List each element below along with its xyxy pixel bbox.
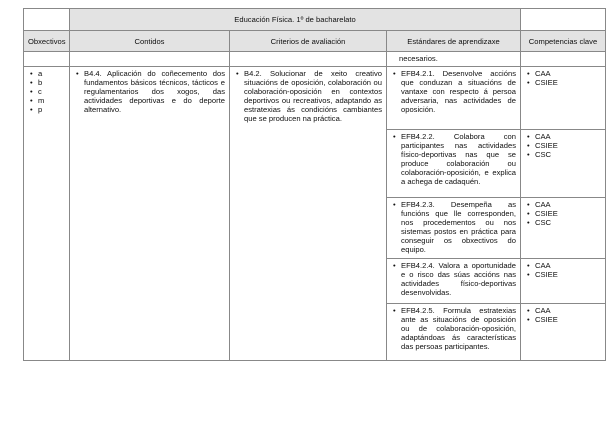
standard-text: • EFB4.2.3. Desempeña as funcións que lle corresponden, nos procedementos ou nos sistemas postos en práctica para conseguir os obxectivos do equipo. <box>391 200 516 254</box>
empty-cell <box>24 52 70 67</box>
competences-cell <box>521 198 606 259</box>
header-competences: Competencias clave <box>521 31 606 52</box>
content-cell <box>70 67 230 361</box>
standard-text: • EFB4.2.5. Formula estratexias ante as situacións de oposición ou de colaboración-oposición, adaptándoas ás características das persoas participantes. <box>391 306 516 351</box>
standard-text: • EFB4.2.1. Desenvolve accións que conduzan a situacións de vantaxe con respecto á persoa adversaria, nas actividades de oposición. <box>391 69 516 114</box>
empty-cell <box>230 52 387 67</box>
standard-cell <box>387 130 521 198</box>
competence-item: • CSC <box>525 150 601 159</box>
competence-item: • CSIEE <box>525 315 601 324</box>
competence-item: • CAA <box>525 69 601 78</box>
table-title: Educación Física. 1º de bacharelato <box>70 9 521 31</box>
competences-cell <box>521 67 606 130</box>
competences-cell <box>521 130 606 198</box>
blank-header-cell <box>521 9 606 31</box>
competence-item: • CSIEE <box>525 209 601 218</box>
empty-cell <box>70 52 230 67</box>
empty-cell <box>521 52 606 67</box>
standard-text: • EFB4.2.2. Colabora con participantes nas actividades físico-deportivas nas que se produce colaboración ou colaboración-oposición, e explica a achega de cadaquén. <box>391 132 516 186</box>
standard-text: • EFB4.2.4. Valora a oportunidade e o risco das súas accións nas actividades físico-deportivas desenvolvidas. <box>391 261 516 297</box>
competence-item: • CAA <box>525 261 601 270</box>
competence-item: • CAA <box>525 200 601 209</box>
header-contents: Contidos <box>70 31 230 52</box>
curriculum-table <box>23 8 606 361</box>
header-standards: Estándares de aprendizaxe <box>387 31 521 52</box>
objectives-cell <box>24 67 70 361</box>
competence-item: • CSIEE <box>525 78 601 87</box>
header-objectives: Obxectivos <box>24 31 70 52</box>
competences-cell <box>521 259 606 304</box>
criterion-text: • B4.2. Solucionar de xeito creativo situacións de oposición, colaboración ou colaboración-oposición en contextos deportivos ou recreativos, adaptando as estratexias ás condicións cambiantes que se producen na práctica. <box>234 69 382 123</box>
objective-item: • b <box>28 78 65 87</box>
content-text: • B4.4. Aplicación do coñecemento dos fundamentos básicos técnicos, tácticos e regulamentarios dos xogos, das actividades deportivas e do deporte alternativo. <box>74 69 225 114</box>
competence-item: • CAA <box>525 132 601 141</box>
competence-item: • CSIEE <box>525 270 601 279</box>
objective-item: • p <box>28 105 65 114</box>
competence-item: • CAA <box>525 306 601 315</box>
competence-item: • CSIEE <box>525 141 601 150</box>
criterion-cell <box>230 67 387 361</box>
objective-item: • a <box>28 69 65 78</box>
standard-cell <box>387 259 521 304</box>
continuation-row <box>24 52 606 67</box>
header-criteria: Criterios de avaliación <box>230 31 387 52</box>
objective-item: • c <box>28 87 65 96</box>
competence-item: • CSC <box>525 218 601 227</box>
blank-header-cell <box>24 9 70 31</box>
standard-cell <box>387 67 521 130</box>
table-row <box>24 67 606 130</box>
standard-cell <box>387 198 521 259</box>
competences-cell <box>521 304 606 361</box>
continuation-text: necesarios. <box>387 52 521 67</box>
objective-item: • m <box>28 96 65 105</box>
standard-cell <box>387 304 521 361</box>
